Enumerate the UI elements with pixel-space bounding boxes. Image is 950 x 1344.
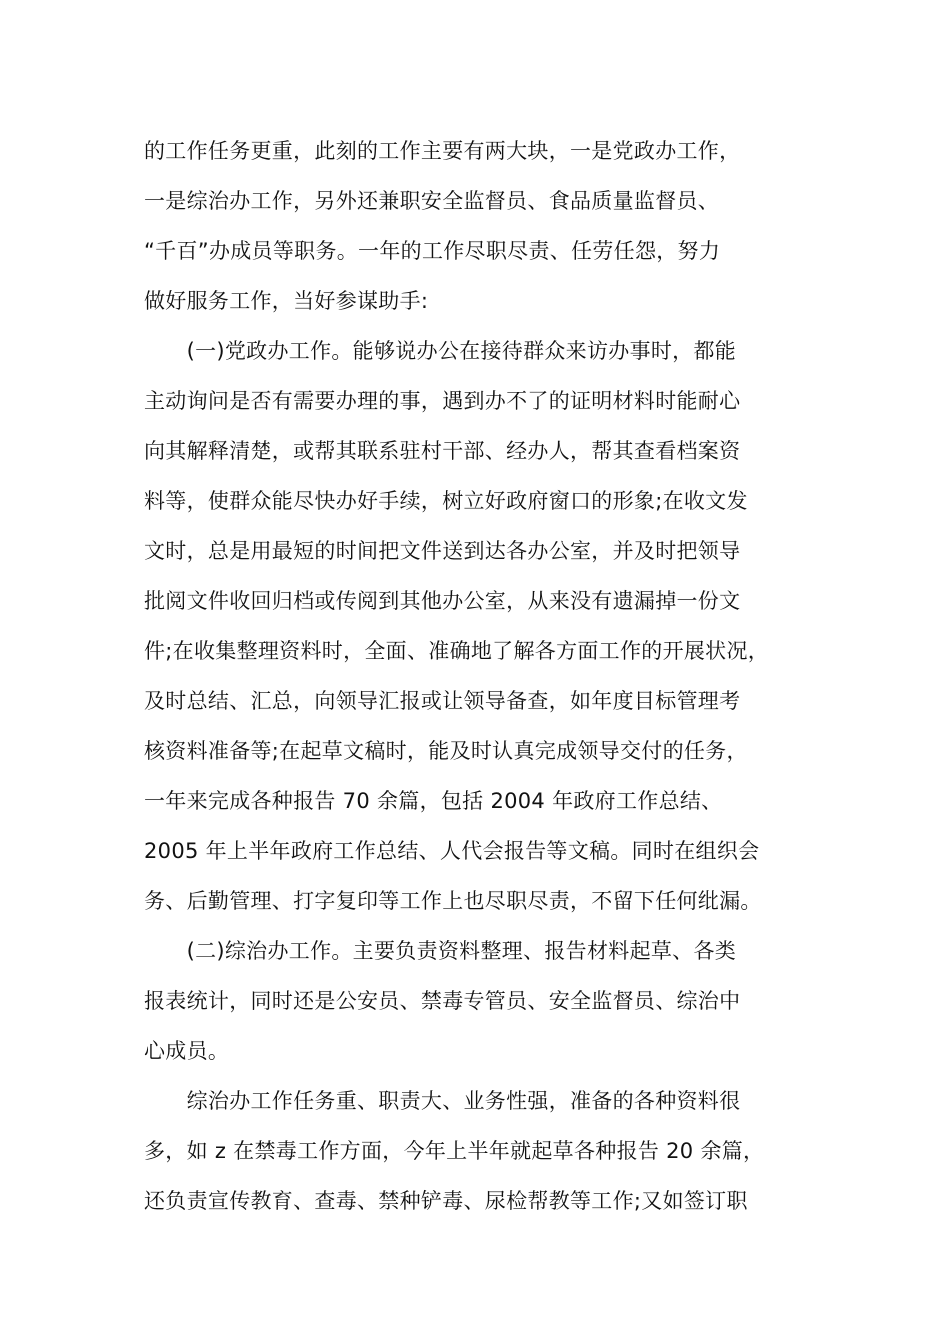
- text-line: 报表统计，同时还是公安员、禁毒专管员、安全监督员、综治中: [144, 989, 741, 1013]
- text-line: “千百”办成员等职务。一年的工作尽职尽责、任劳任怨，努力: [144, 239, 721, 263]
- text-line: 一是综治办工作，另外还兼职安全监督员、食品质量监督员、: [144, 189, 720, 213]
- text-line: 向其解释清楚，或帮其联系驻村干部、经办人，帮其查看档案资: [144, 439, 741, 463]
- text-line: 多，如 z 在禁毒工作方面，今年上半年就起草各种报告 20 余篇，: [144, 1139, 765, 1163]
- body-text: [144, 126, 794, 1226]
- text-line: 文时，总是用最短的时间把文件送到达各办公室，并及时把领导: [144, 539, 741, 563]
- text-line: 务、后勤管理、打字复印等工作上也尽职尽责，不留下任何纰漏。: [144, 889, 762, 913]
- paragraph-start-line: (一)党政办工作。能够说办公在接待群众来访办事时，都能: [144, 339, 737, 363]
- text-line: 心成员。: [144, 1039, 230, 1063]
- text-line: 批阅文件收回归档或传阅到其他办公室，从来没有遗漏掉一份文: [144, 589, 741, 613]
- text-line: 主动询问是否有需要办理的事，遇到办不了的证明材料时能耐心: [144, 389, 741, 413]
- text-line: 一年来完成各种报告 70 余篇，包括 2004 年政府工作总结、: [144, 789, 723, 813]
- text-line: 2005 年上半年政府工作总结、人代会报告等文稿。同时在组织会: [144, 839, 760, 863]
- text-line: 核资料准备等;在起草文稿时，能及时认真完成领导交付的任务，: [144, 739, 748, 763]
- paragraph-start-line: 综治办工作任务重、职责大、业务性强，准备的各种资料很: [144, 1089, 741, 1113]
- text-line: 件;在收集整理资料时，全面、准确地了解各方面工作的开展状况，: [144, 639, 770, 663]
- text-line: 做好服务工作，当好参谋助手:: [144, 289, 429, 313]
- text-line: 还负责宣传教育、查毒、禁种铲毒、尿检帮教等工作;又如签订职: [144, 1189, 748, 1213]
- text-line: 料等，使群众能尽快办好手续，树立好政府窗口的形象;在收文发: [144, 489, 748, 513]
- paragraph-start-line: (二)综治办工作。主要负责资料整理、报告材料起草、各类: [144, 939, 737, 963]
- text-line: 的工作任务更重，此刻的工作主要有两大块，一是党政办工作，: [144, 139, 741, 163]
- text-line: 及时总结、汇总，向领导汇报或让领导备查，如年度目标管理考: [144, 689, 741, 713]
